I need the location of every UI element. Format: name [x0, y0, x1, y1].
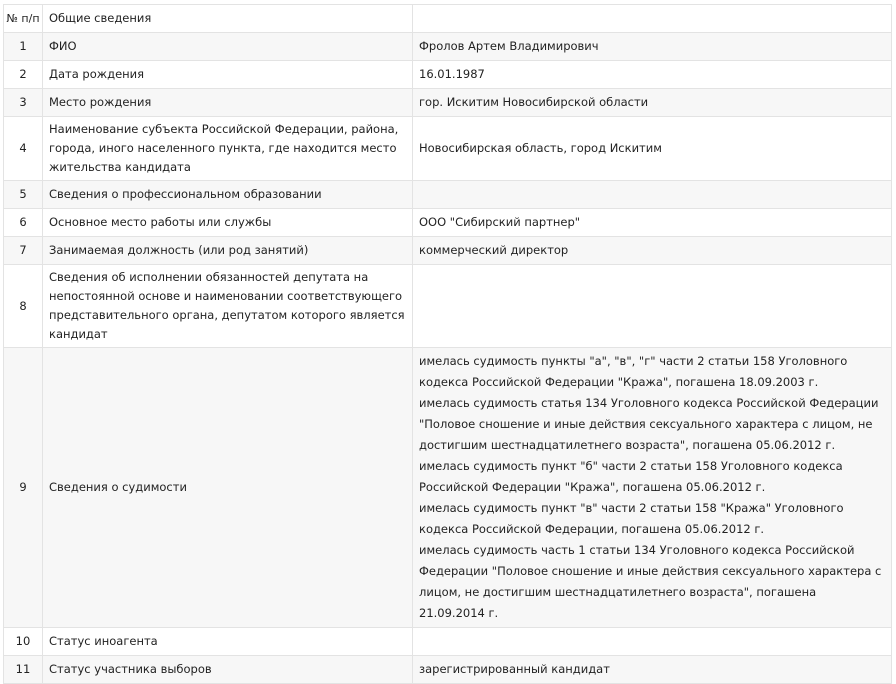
criminal-record-entry: имелась судимость пункт "б" части 2 статьи 158 Уголовного кодекса Российской Федерации "Кража", погашена 05.06.2012 г. — [419, 459, 843, 494]
criminal-record-entry: имелась судимость пункт "в" части 2 статьи 158 "Кража" Уголовного кодекса Российской Федерации, погашена 05.06.2012 г. — [419, 501, 844, 536]
criminal-record-entry: имелась судимость пункты "а", "в", "г" части 2 статьи 158 Уголовного кодекса Российской Федерации "Кража", погашена 18.09.2003 г. — [419, 354, 848, 389]
row-num: 7 — [4, 237, 43, 265]
header-label: Общие сведения — [43, 5, 413, 33]
table-row — [4, 33, 892, 61]
header-value — [413, 5, 892, 33]
table-row — [4, 348, 892, 628]
table-row — [4, 181, 892, 209]
table-header-row — [4, 5, 892, 33]
header-num: № п/п — [4, 5, 43, 33]
row-value: зарегистрированный кандидат — [413, 656, 892, 684]
row-label: Занимаемая должность (или род занятий) — [43, 237, 413, 265]
row-label: Сведения о судимости — [43, 348, 413, 628]
row-label: Сведения об исполнении обязанностей депутата на непостоянной основе и наименовании соответствующего представительного органа, депутатом которого является кандидат — [43, 265, 413, 348]
row-num: 4 — [4, 117, 43, 181]
table-row — [4, 628, 892, 656]
row-value: гор. Искитим Новосибирской области — [413, 89, 892, 117]
criminal-record-entry: имелась судимость часть 1 статьи 134 Уголовного кодекса Российской Федерации "Половое сношение и иные действия сексуального характера с лицом, не достигшим шестнадцатилетнего возраста", погашена 21.09.2014 г. — [419, 543, 882, 620]
row-num: 2 — [4, 61, 43, 89]
row-num: 10 — [4, 628, 43, 656]
table-row — [4, 61, 892, 89]
row-label: Дата рождения — [43, 61, 413, 89]
table-row — [4, 237, 892, 265]
table-row — [4, 117, 892, 181]
row-num: 6 — [4, 209, 43, 237]
row-num: 5 — [4, 181, 43, 209]
row-num: 11 — [4, 656, 43, 684]
criminal-record-entry: имелась судимость статья 134 Уголовного кодекса Российской Федерации "Половое сношение и иные действия сексуального характера с лицом, не достигшим шестнадцатилетнего возраста", погашена 05.06.2012 г. — [419, 396, 879, 452]
table-row — [4, 89, 892, 117]
table-row — [4, 656, 892, 684]
row-value — [413, 628, 892, 656]
row-num: 3 — [4, 89, 43, 117]
row-value: 16.01.1987 — [413, 61, 892, 89]
row-label: Статус участника выборов — [43, 656, 413, 684]
row-label: ФИО — [43, 33, 413, 61]
row-label: Сведения о профессиональном образовании — [43, 181, 413, 209]
row-value — [413, 265, 892, 348]
table-row — [4, 265, 892, 348]
row-label: Место рождения — [43, 89, 413, 117]
candidate-info-table — [3, 4, 892, 684]
row-label: Наименование субъекта Российской Федерации, района, города, иного населенного пункта, где находится место жительства кандидата — [43, 117, 413, 181]
table-row — [4, 209, 892, 237]
row-num: 8 — [4, 265, 43, 348]
criminal-record-cell — [413, 348, 892, 628]
row-value: ООО "Сибирский партнер" — [413, 209, 892, 237]
row-value: коммерческий директор — [413, 237, 892, 265]
row-label: Статус иноагента — [43, 628, 413, 656]
row-value: Новосибирская область, город Искитим — [413, 117, 892, 181]
row-num: 9 — [4, 348, 43, 628]
row-label: Основное место работы или службы — [43, 209, 413, 237]
row-value — [413, 181, 892, 209]
row-value: Фролов Артем Владимирович — [413, 33, 892, 61]
row-num: 1 — [4, 33, 43, 61]
